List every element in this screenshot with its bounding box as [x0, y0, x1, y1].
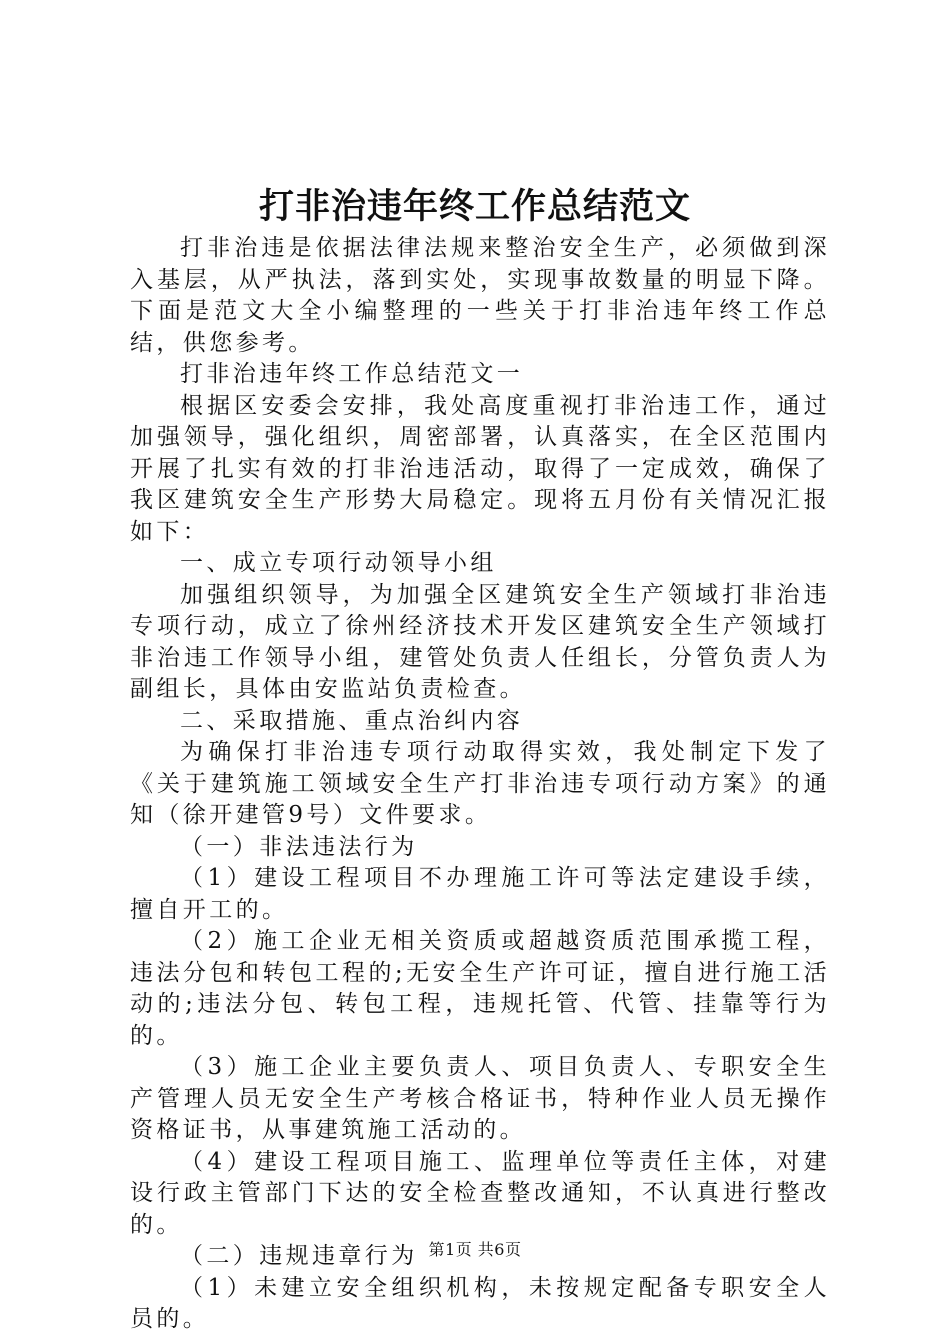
- paragraph-leadership: 加强组织领导，为加强全区建筑安全生产领域打非治违专项行动，成立了徐州经济技术开发区建筑安全生产领域打非治违工作领导小组，建管处负责人任组长，分管负责人为副组长，具体由安监站负责检查。: [130, 581, 830, 702]
- document-title: 打非治违年终工作总结范文: [258, 186, 691, 227]
- paragraph-intro: 打非治违是依据法律法规来整治安全生产，必须做到深入基层，从严执法，落到实处，实现事故数量的明显下降。下面是范文大全小编整理的一些关于打非治违年终工作总结，供您参考。: [130, 235, 830, 356]
- list-item: （4）建设工程项目施工、监理单位等责任主体，对建设行政主管部门下达的安全检查整改通知，不认真进行整改的。: [130, 1148, 830, 1238]
- subsection-heading-illegal: （一）非法违法行为: [180, 833, 418, 860]
- list-item: （1）未建立安全组织机构，未按规定配备专职安全人员的。: [130, 1274, 830, 1332]
- subsection-heading-violations: （二）违规违章行为: [180, 1243, 418, 1269]
- paragraph-background: 根据区安委会安排，我处高度重视打非治违工作，通过加强领导，强化组织，周密部署，认真落实，在全区范围内开展了扎实有效的打非治违活动，取得了一定成效，确保了我区建筑安全生产形势大局稳定。现将五月份有关情况汇报如下：: [130, 392, 830, 545]
- list-item: （2）施工企业无相关资质或超越资质范围承揽工程，违法分包和转包工程的;无安全生产许可证，擅自进行施工活动的;违法分包、转包工程，违规托管、代管、挂靠等行为的。: [130, 928, 830, 1049]
- list-item: （3）施工企业主要负责人、项目负责人、专职安全生产管理人员无安全生产考核合格证书，特种作业人员无操作资格证书，从事建筑施工活动的。: [130, 1054, 830, 1143]
- document-body: [130, 233, 830, 1336]
- section-heading-sample-one: 打非治违年终工作总结范文一: [180, 361, 524, 387]
- page-footer: 第1页 共6页: [428, 1240, 522, 1259]
- section-heading-one: 一、成立专项行动领导小组: [180, 550, 497, 576]
- paragraph-measures: 为确保打非治违专项行动取得实效，我处制定下发了《关于建筑施工领域安全生产打非治违专项行动方案》的通知（徐开建管9号）文件要求。: [130, 739, 830, 828]
- section-heading-two: 二、采取措施、重点治纠内容: [180, 707, 524, 734]
- list-item: （1）建设工程项目不办理施工许可等法定建设手续，擅自开工的。: [130, 865, 830, 923]
